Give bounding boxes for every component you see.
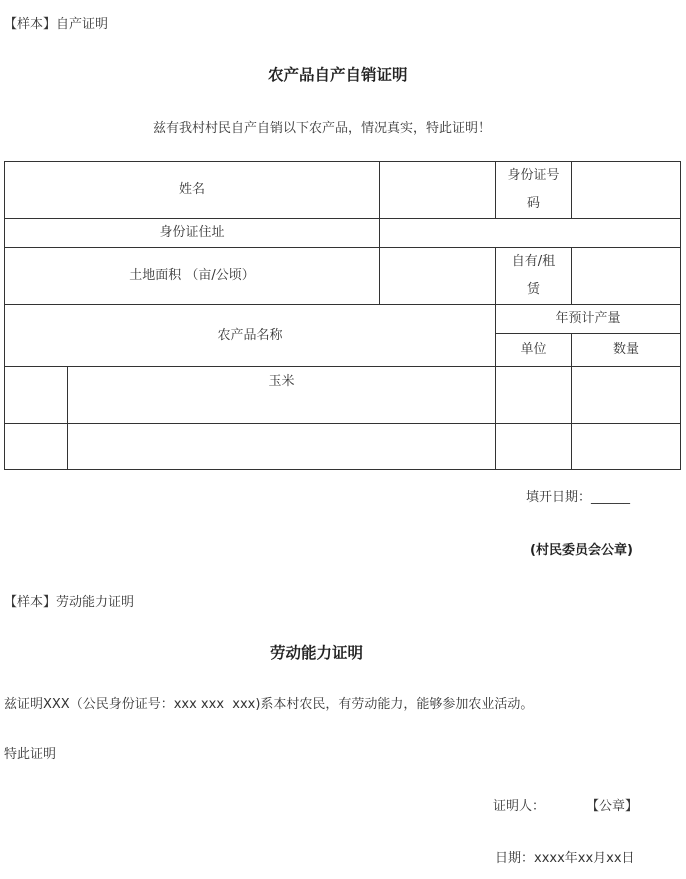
id-number-label: 身份证号 码 bbox=[496, 162, 572, 219]
name-label: 姓名 bbox=[5, 162, 380, 219]
quantity-cell bbox=[572, 424, 681, 470]
ownership-value-cell bbox=[572, 248, 681, 305]
unit-cell bbox=[496, 367, 572, 424]
certifier-label: 证明人： bbox=[493, 799, 546, 814]
address-value-cell bbox=[380, 219, 681, 248]
product-table bbox=[4, 161, 681, 470]
land-area-value-cell bbox=[380, 248, 496, 305]
fill-date: 填开日期：______ bbox=[526, 490, 631, 505]
ownership-label: 自有/租 赁 bbox=[496, 248, 572, 305]
row-index-cell bbox=[5, 367, 68, 424]
unit-label: 单位 bbox=[496, 334, 572, 367]
quantity-label: 数量 bbox=[572, 334, 681, 367]
village-seal-note: (村民委员会公章) bbox=[530, 543, 633, 558]
product-name-cell: 玉米 bbox=[68, 367, 496, 424]
product-name-label: 农产品名称 bbox=[5, 305, 496, 367]
address-label: 身份证住址 bbox=[5, 219, 380, 248]
yield-label: 年预计产量 bbox=[496, 305, 681, 334]
name-value-cell bbox=[380, 162, 496, 219]
labor-body: 兹证明XXX（公民身份证号：xxx xxx xxx)系本村农民，有劳动能力，能够参加农业活动。 bbox=[4, 697, 534, 712]
intro-text: 兹有我村村民自产自销以下农产品，情况真实，特此证明！ bbox=[153, 121, 492, 136]
labor-title: 劳动能力证明 bbox=[270, 644, 364, 662]
row-index-cell bbox=[5, 424, 68, 470]
product-name-cell bbox=[68, 424, 496, 470]
page-title: 农产品自产自销证明 bbox=[268, 66, 408, 84]
certificate-date: 日期：xxxx年xx月xx日 bbox=[495, 851, 635, 866]
quantity-cell bbox=[572, 367, 681, 424]
unit-cell bbox=[496, 424, 572, 470]
sample-tag: 【样本】自产证明 bbox=[4, 17, 109, 32]
official-seal: 【公章】 bbox=[586, 799, 639, 814]
sample-tag-2: 【样本】劳动能力证明 bbox=[4, 595, 135, 610]
id-number-value-cell bbox=[572, 162, 681, 219]
land-area-label: 土地面积 （亩/公顷） bbox=[5, 248, 380, 305]
closing-text: 特此证明 bbox=[4, 747, 57, 762]
